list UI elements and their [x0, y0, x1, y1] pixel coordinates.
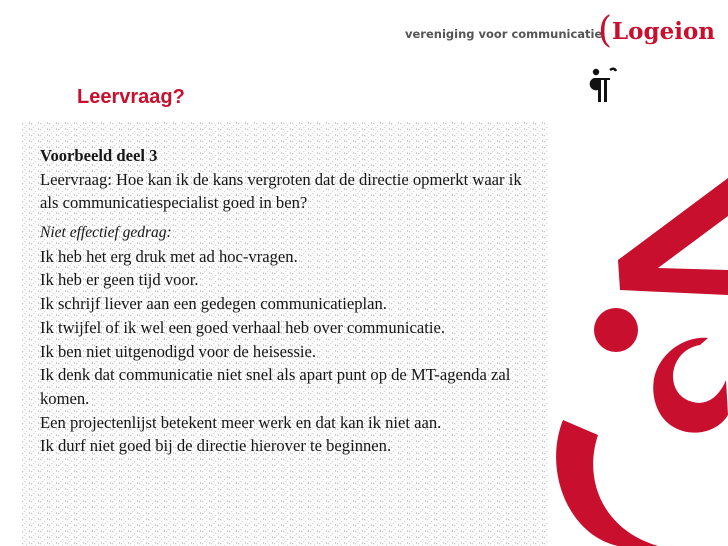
behaviour-line: Ik schrijf liever aan een gedegen communicatieplan.	[40, 294, 387, 314]
scan-subheading: Niet effectief gedrag:	[40, 224, 172, 242]
scan-text	[40, 144, 548, 458]
scan-line: Leervraag: Hoe kan ik de kans vergroten dat de directie opmerkt waar ik	[40, 169, 522, 189]
behaviour-line: Ik durf niet goed bij de directie hierover te beginnen.	[40, 436, 392, 456]
logo-bracket: (	[598, 10, 613, 51]
pilcrow-icon	[588, 66, 618, 106]
scanned-document	[22, 122, 548, 546]
tagline: vereniging voor communicatie	[405, 27, 603, 41]
scan-heading: Voorbeeld deel 3	[40, 146, 158, 165]
logo-text: Logeion	[612, 18, 716, 45]
behaviour-line: Een projectenlijst betekent meer werk en dat kan ik niet aan.	[40, 412, 442, 432]
page-title: Leervraag?	[77, 86, 185, 108]
behaviour-line: Ik denk dat communicatie niet snel als apart punt op de MT-agenda zal	[40, 365, 511, 385]
behaviour-line: Ik twijfel of ik wel een goed verhaal heb over communicatie.	[40, 317, 446, 337]
decorative-red-shapes	[548, 140, 728, 546]
behaviour-line: komen.	[40, 388, 90, 408]
scan-line: als communicatiespecialist goed in ben?	[40, 193, 308, 213]
behaviour-line: Ik heb het erg druk met ad hoc-vragen.	[40, 246, 298, 266]
behaviour-line: Ik heb er geen tijd voor.	[40, 270, 199, 290]
logeion-logo	[598, 10, 718, 54]
behaviour-line: Ik ben niet uitgenodigd voor de heisessie.	[40, 341, 317, 361]
